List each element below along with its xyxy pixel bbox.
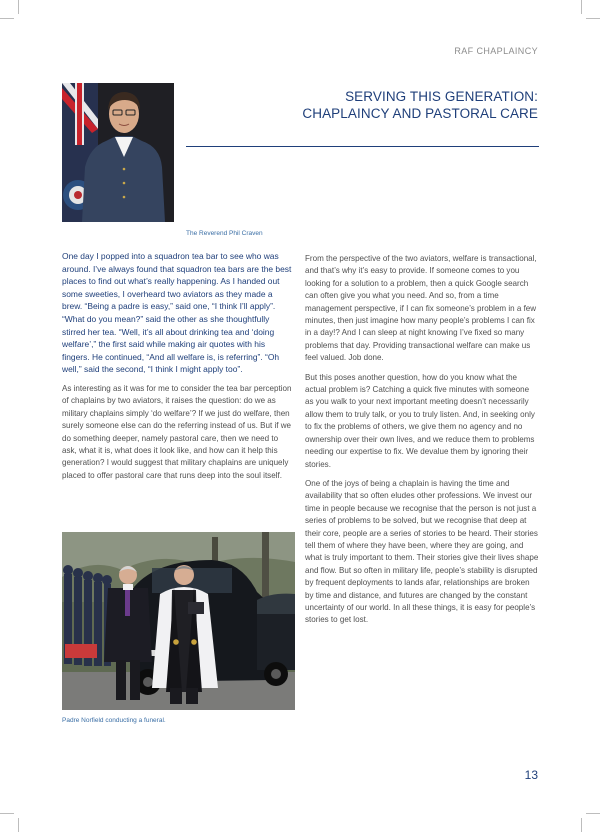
- body-paragraph: From the perspective of the two aviators, welfare is transactional, and that’s why it’s easy to provide. If someone comes to you looking for a solution to a problem, then a quick Google search can often give you what you need. And so, from a time management perspective, if I can fix someone’s problem in a few minutes, then just imagine how many people’s problems I can fix in a day!? And I can sleep at night knowing I’ve fixed so many problems that day. Providing transactional welfare can make us feel valued. Job done.: [305, 254, 537, 363]
- crop-mark: [581, 0, 582, 14]
- title-rule: [186, 146, 539, 147]
- crop-mark: [18, 818, 19, 832]
- body-paragraph: As interesting as it was for me to consider the tea bar perception of chaplains by two aviators, it raises the question: do we as military chaplains simply ‘do welfare’? If we just do welfare, then surely someone else can do the referring instead of us. But if we do something deeper, namely pastoral care, then we need to ask, what it is, what does it look like, and how can it help this generation? I would suggest that military chaplains are uniquely placed to offer pastoral care that runs deep into the soul itself.: [62, 383, 292, 480]
- body-paragraph: One of the joys of being a chaplain is having the time and availability that so often eludes other professions. We invest our time in people because we recognise that the person is not just a series of problems to be solved, but we recognise that deep at their core, people are a series of stories to be heard. Their stories tell them of where they have been, where they are going, and what is truly important to them. Their stories give their lives shape and flow. But so often in military life, people’s stability is disrupted by frequent deployments to lands afar, relationships are broken by time and distance, and futures are changed by the constant uncertainty of our world. In all these things, it is easy for people’s stories to get lost.: [305, 478, 539, 625]
- page-number: 13: [524, 768, 538, 782]
- crop-mark: [586, 18, 600, 19]
- crop-mark: [18, 0, 19, 14]
- title-line-2: CHAPLAINCY AND PASTORAL CARE: [302, 106, 538, 121]
- left-column: [62, 250, 295, 489]
- running-header: RAF CHAPLAINCY: [454, 46, 538, 56]
- funeral-photo: [62, 532, 295, 710]
- crop-mark: [581, 818, 582, 832]
- title-line-1: SERVING THIS GENERATION:: [345, 89, 538, 104]
- crop-mark: [0, 813, 14, 814]
- right-column: [305, 253, 539, 634]
- crop-mark: [0, 18, 14, 19]
- body-paragraph: But this poses another question, how do you know what the actual problem is? Catching a quick five minutes with someone as you walk to your next important meeting doesn’t necessarily allow them to truly talk, or you to truly listen. And, in seeking only to fix the problems of others, we give them no agency and no ownership over their own lives, and we reduce them to problems needing our expertise to fix. We devalue them by ignoring their stories.: [305, 372, 535, 469]
- crop-mark: [586, 813, 600, 814]
- portrait-caption: The Reverend Phil Craven: [186, 230, 263, 237]
- portrait-photo: [62, 83, 174, 222]
- page-title: [302, 88, 538, 122]
- intro-paragraph: One day I popped into a squadron tea bar to see who was around. I’ve always found that squadron tea bars are the best places to find out what’s really happening. As I handed out some sweeties, I overheard two aviators as they made a brew. “Being a padre is easy,” said one, “I think I’ll apply”. “What do you mean?” said the other as she thoughtfully stirred her tea. “Well, it’s all about drinking tea and ‘doing welfare’,” the first said while making air quotes with his fingers. He continued, “And all welfare is, is referring”. “Oh well,” said the second, “I think I might apply too”.: [62, 251, 292, 375]
- funeral-caption: Padre Norfield conducting a funeral.: [62, 717, 166, 724]
